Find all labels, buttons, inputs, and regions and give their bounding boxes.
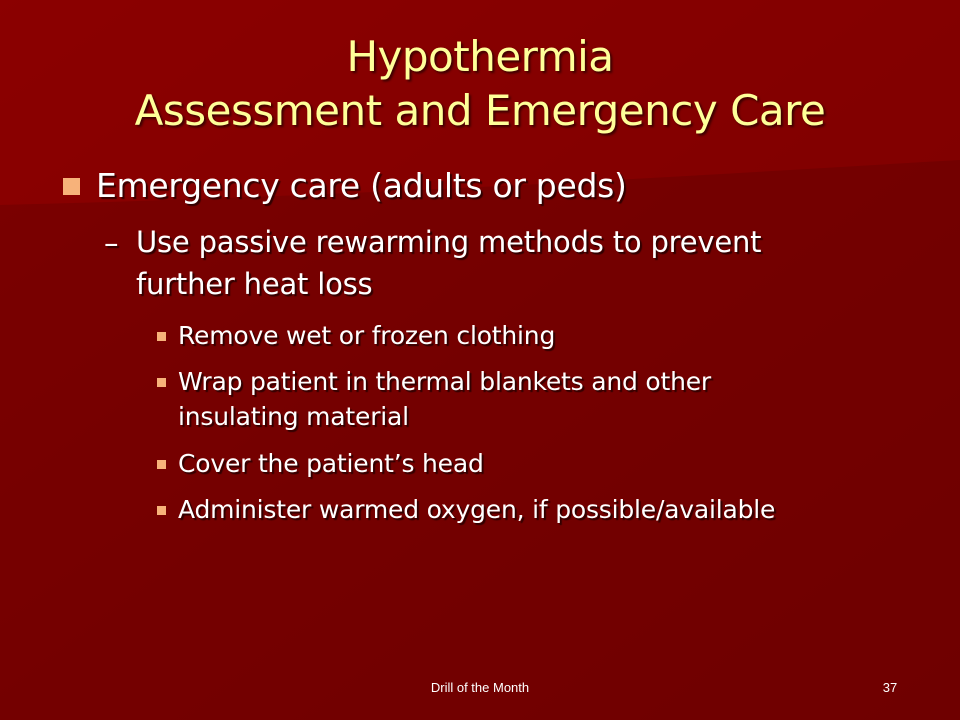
- bullet-level2-line1: Use passive rewarming methods to prevent: [136, 225, 762, 259]
- bullet-level1: Emergency care (adults or peds): [96, 166, 627, 205]
- square-bullet-icon: [63, 178, 80, 195]
- sub-bullet-1: Remove wet or frozen clothing: [178, 321, 556, 350]
- slide-title: [40, 30, 920, 138]
- small-square-bullet-icon: [157, 332, 166, 341]
- sub-bullet-2-line1: Wrap patient in thermal blankets and other: [178, 367, 711, 396]
- sub-bullet-2-line2: insulating material: [178, 402, 409, 431]
- bullet-level2-line2: further heat loss: [136, 267, 373, 301]
- sub-bullet-3: Cover the patient’s head: [178, 449, 484, 478]
- title-line-2: Assessment and Emergency Care: [134, 86, 826, 135]
- page-number: 37: [882, 680, 898, 695]
- small-square-bullet-icon: [157, 378, 166, 387]
- title-line-1: Hypothermia: [346, 32, 614, 81]
- dash-bullet-icon: –: [104, 226, 119, 260]
- small-square-bullet-icon: [157, 506, 166, 515]
- footer-text: Drill of the Month: [430, 680, 530, 695]
- small-square-bullet-icon: [157, 460, 166, 469]
- sub-bullet-4: Administer warmed oxygen, if possible/available: [178, 495, 776, 524]
